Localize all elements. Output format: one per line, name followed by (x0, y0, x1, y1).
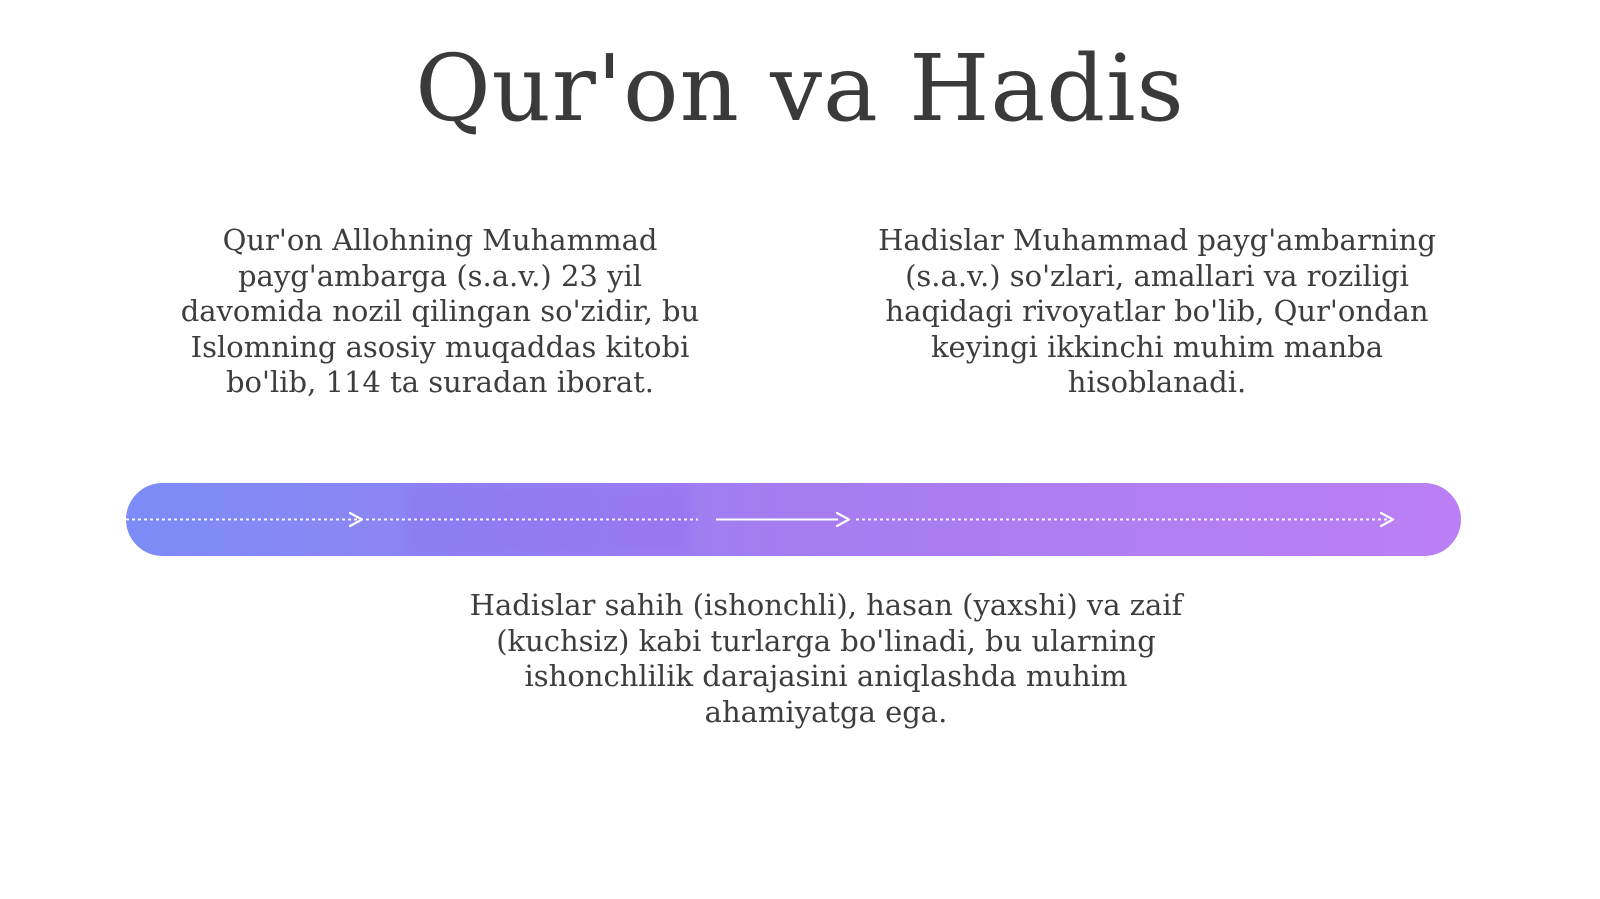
arrow-icon-2 (837, 513, 849, 526)
timeline-track (126, 483, 1461, 556)
quran-description: Qur'on Allohning Muhammad payg'ambarga (s.a.v.) 23 yil davomida nozil qilingan so'zidir, bu Islomning asosiy muqaddas kitobi bo'lib, 114 ta suradan iborat. (180, 223, 700, 399)
hadith-types-description: Hadislar sahih (ishonchli), hasan (yaxshi) va zaif (kuchsiz) kabi turlarga bo'linadi, bu ularning ishonchlilik darajasini aniqlashda muhim ahamiyatga ega. (469, 588, 1183, 729)
slide-title: Qur'on va Hadis (415, 35, 1185, 142)
hadith-description: Hadislar Muhammad payg'ambarning (s.a.v.) so'zlari, amallari va roziligi haqidagi rivoyatlar bo'lib, Qur'ondan keyingi ikkinchi muhim manba hisoblanadi. (878, 223, 1436, 399)
timeline-bar (126, 483, 1461, 556)
